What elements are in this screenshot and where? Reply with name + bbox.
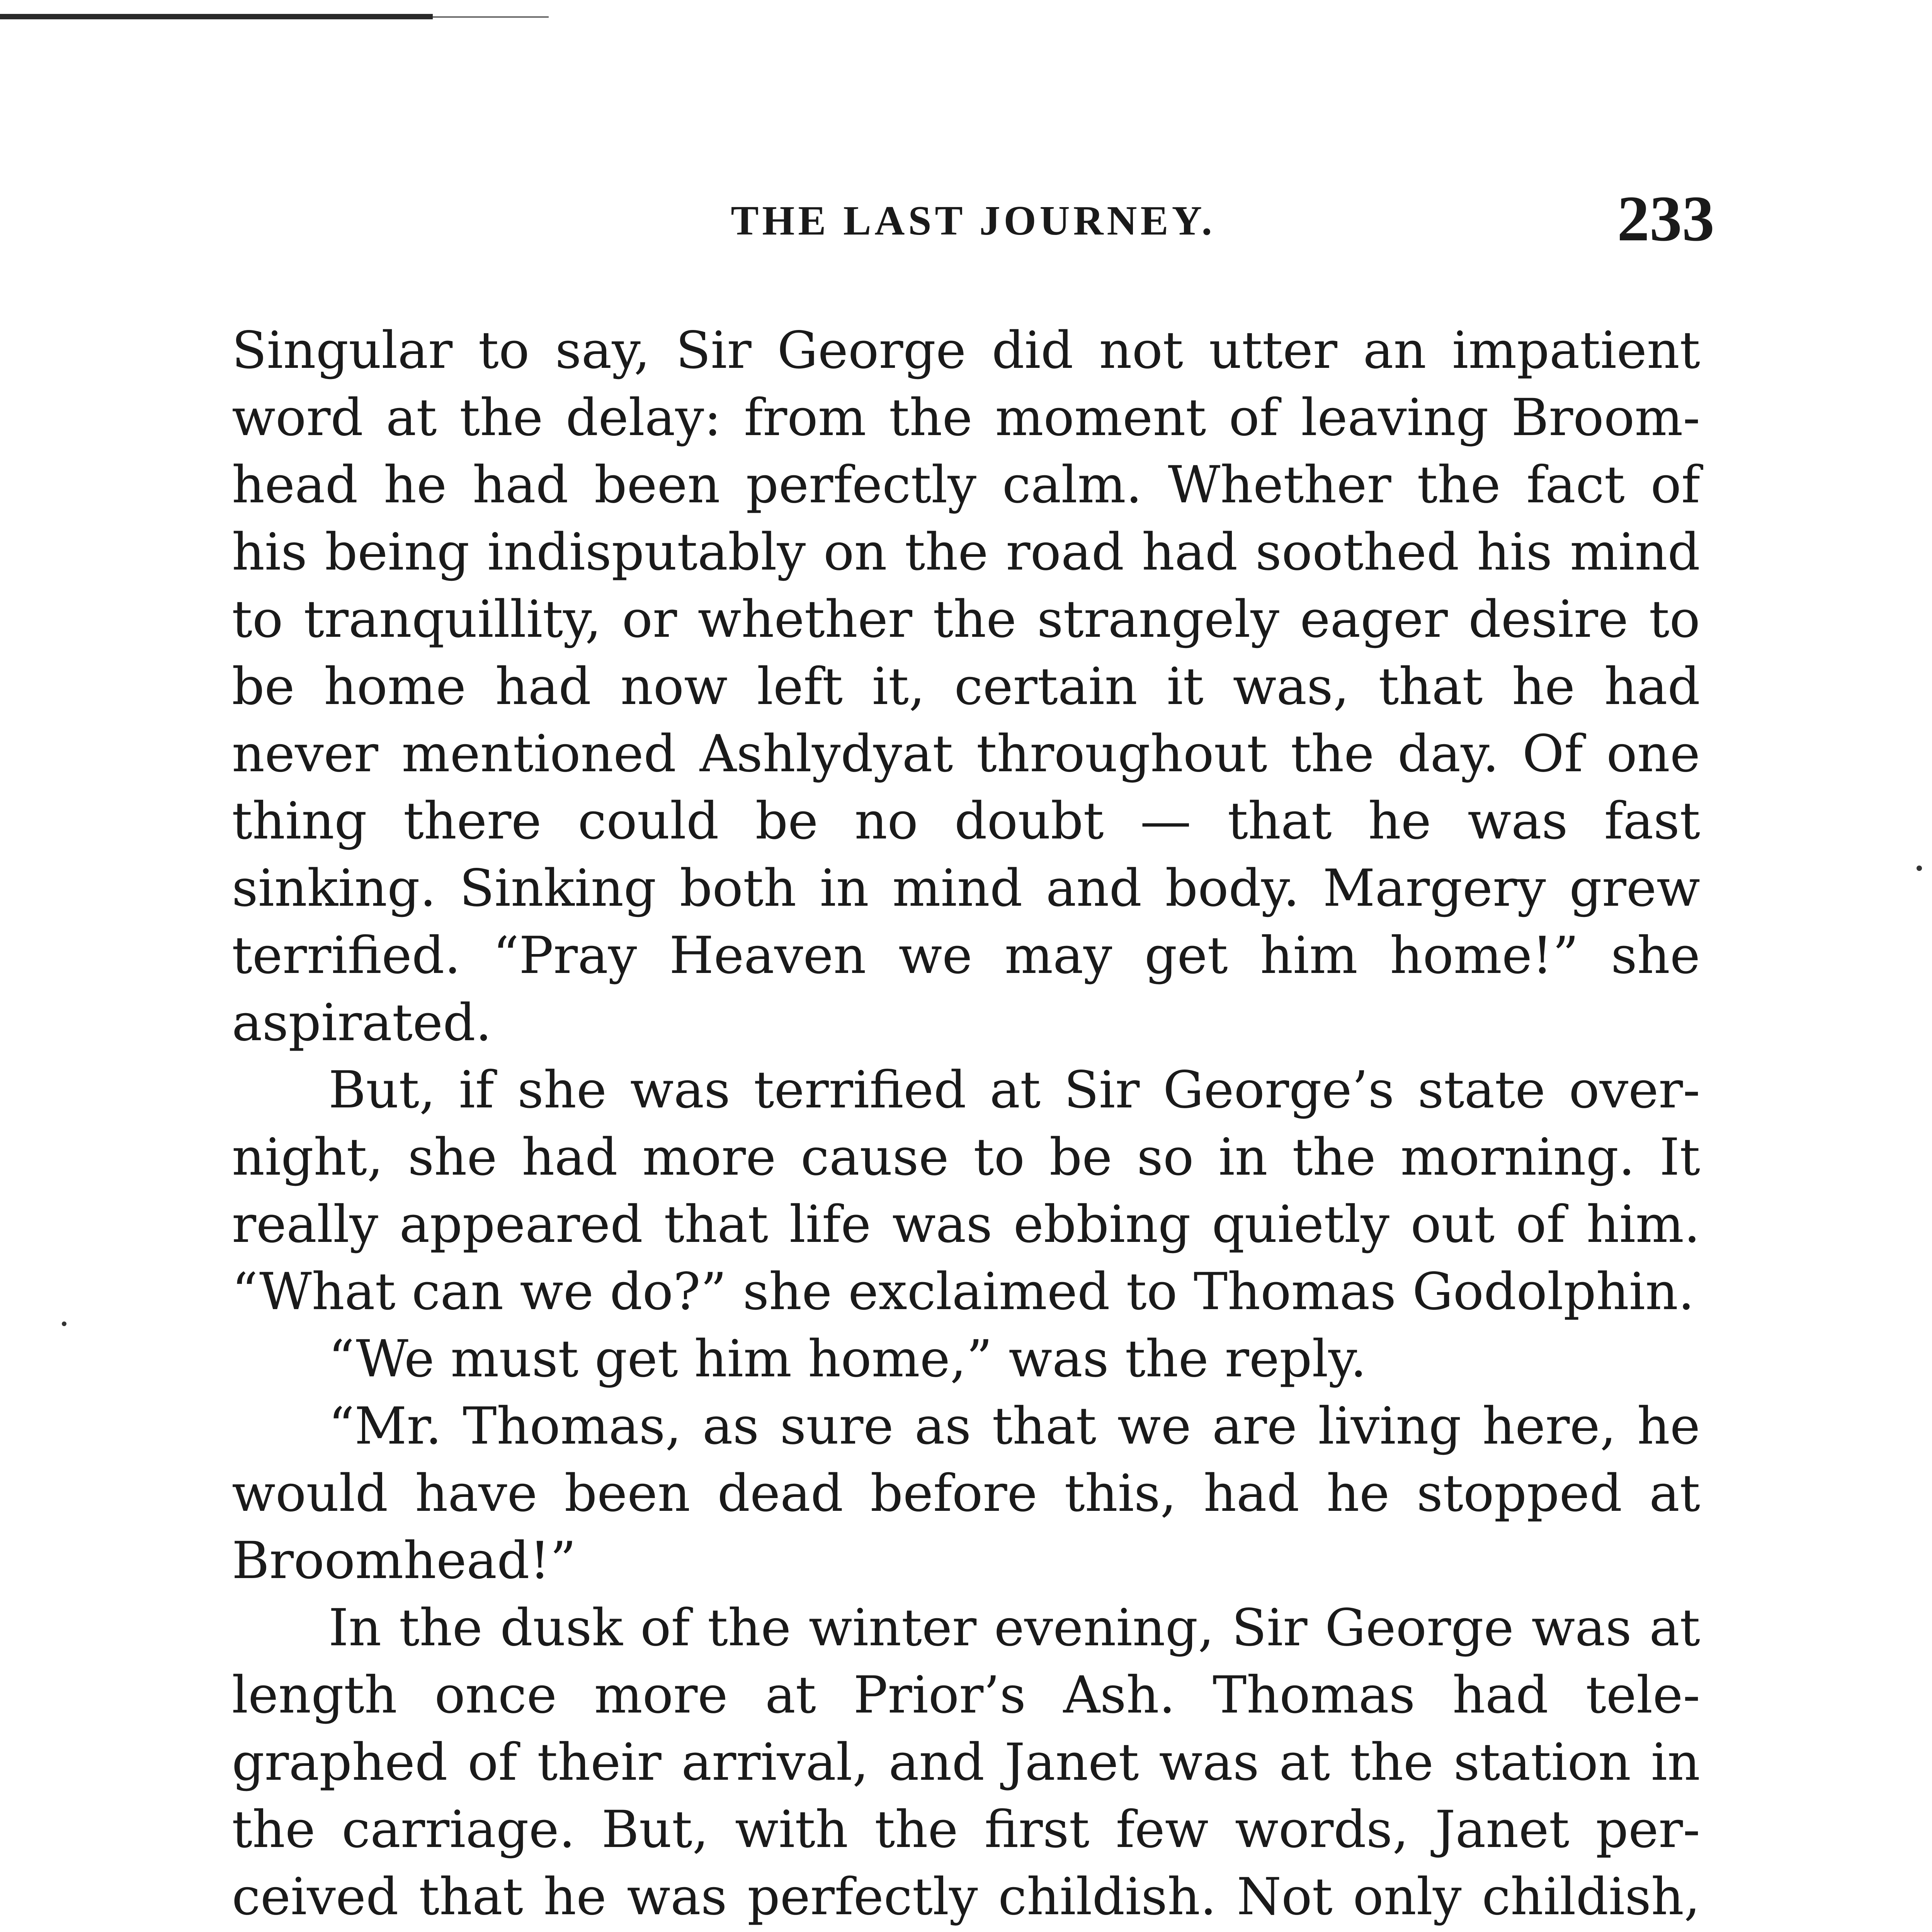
paragraph-1: Singular to say, Sir George did not utter an impatient word at the delay: from the moment of leaving Broom-head he had been perfectly calm. Whether the fact of his being indisputably on the road had soothed his mind to tranquillity, or whether the strangely eager desire to be home had now left it, certain it was, that he had never mentioned Ashlydyat throughout the day. Of one thing there could be no doubt — that he was fast sinking. Sinking both in mind and body. Margery grew terrified. “Pray Heaven we may get him home!” she aspirated.: [232, 321, 1700, 1053]
ink-speck: [62, 1321, 66, 1326]
page-number: 233: [1617, 183, 1714, 255]
top-rule-thin: [433, 16, 549, 18]
paragraph-5: In the dusk of the winter evening, Sir George was at length once more at Prior’s Ash. Thomas had tele-graphed of their arrival, and Janet was at the station in the carriage. But, with the first few words, Janet per-ceived that he was perfectly childish. Not only childish,: [232, 1598, 1700, 1927]
paragraph-4: “Mr. Thomas, as sure as that we are living here, he would have been dead before this, had he stopped at Broomhead!”: [232, 1396, 1700, 1590]
top-rule: [0, 14, 433, 19]
page-header: [232, 182, 1714, 259]
paragraph-3: “We must get him home,” was the reply.: [328, 1329, 1367, 1389]
running-title: THE LAST JOURNEY.: [731, 198, 1216, 244]
body-text: [232, 317, 1700, 1932]
paragraph-2: But, if she was terrified at Sir George’s state over-night, she had more cause to be so in the morning. It really appeared that life was ebbing quietly out of him. “What can we do?” she exclaimed to Thomas Godolphin.: [232, 1060, 1700, 1321]
ink-speck: [1917, 866, 1922, 871]
